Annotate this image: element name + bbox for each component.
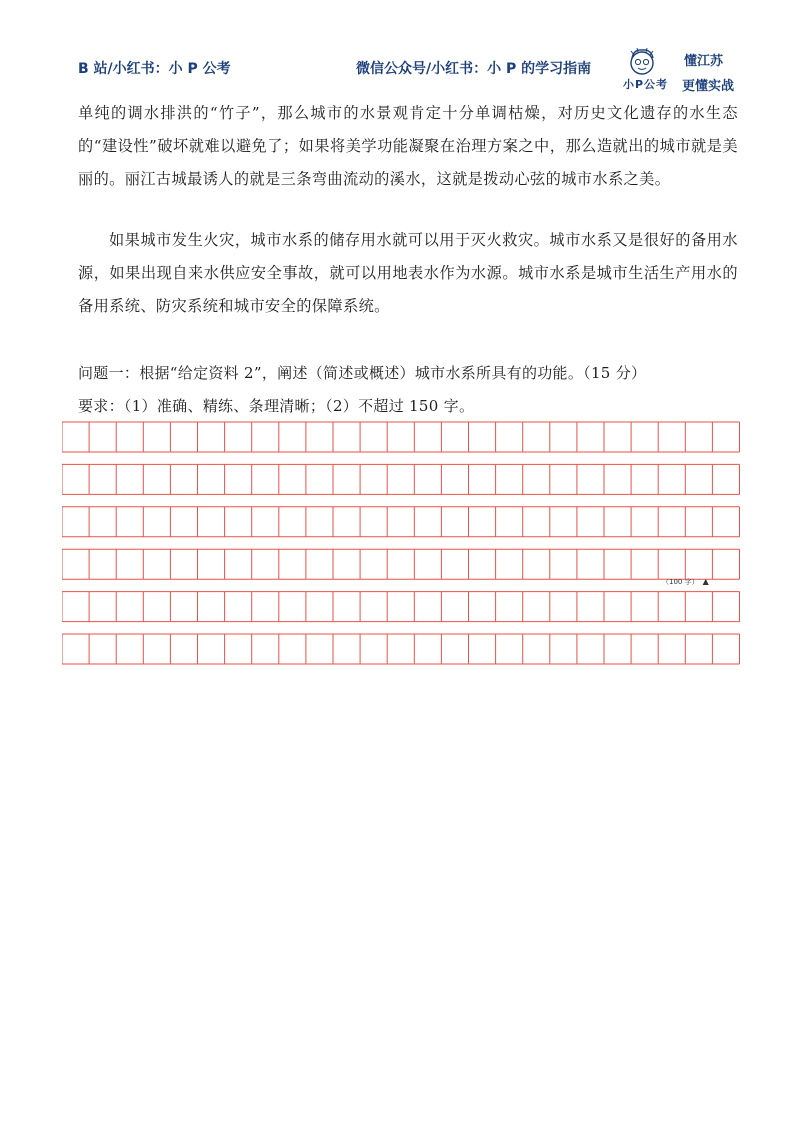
word-count-marker (662, 577, 709, 587)
logo-slogan-bottom: 更懂实战 (682, 79, 735, 94)
word-count-label: （100 字） (662, 578, 699, 586)
header-right-text: 微信公众号/小红书：小 P 的学习指南 (356, 61, 592, 77)
logo-brand-name: 小P公考 (623, 78, 669, 91)
logo-slogan-top: 懂江苏 (684, 54, 724, 69)
header-left-text: B 站/小红书：小 P 公考 (78, 61, 231, 77)
question-prompt: 问题一：根据“给定资料 2”，阐述（简述或概述）城市水系所具有的功能。（15 分） (78, 364, 647, 382)
answer-grid[interactable] (62, 420, 740, 665)
material-paragraph-2: 如果城市发生火灾，城市水系的储存用水就可以用于灭火救灾。城市水系又是很好的备用水源，如果出现自来水供应安全事故，就可以用地表水作为水源。城市水系是城市生活生产用水的备用系统、防灾系统和城市安全的保障系统。 (78, 231, 738, 315)
word-count-arrow-icon: ▲ (702, 577, 709, 586)
question-requirement: 要求：（1）准确、精练、条理清晰；（2）不超过 150 字。 (78, 397, 475, 415)
brand-logo (620, 42, 750, 94)
material-paragraph-1: 单纯的调水排洪的“竹子”，那么城市的水景观肯定十分单调枯燥，对历史文化遗存的水生态的“建设性”破坏就难以避免了；如果将美学功能凝聚在治理方案之中，那么造就出的城市就是美丽的。丽江古城最诱人的就是三条弯曲流动的溪水，这就是拨动心弦的城市水系之美。 (78, 104, 738, 188)
cartoon-face-icon (624, 46, 660, 78)
